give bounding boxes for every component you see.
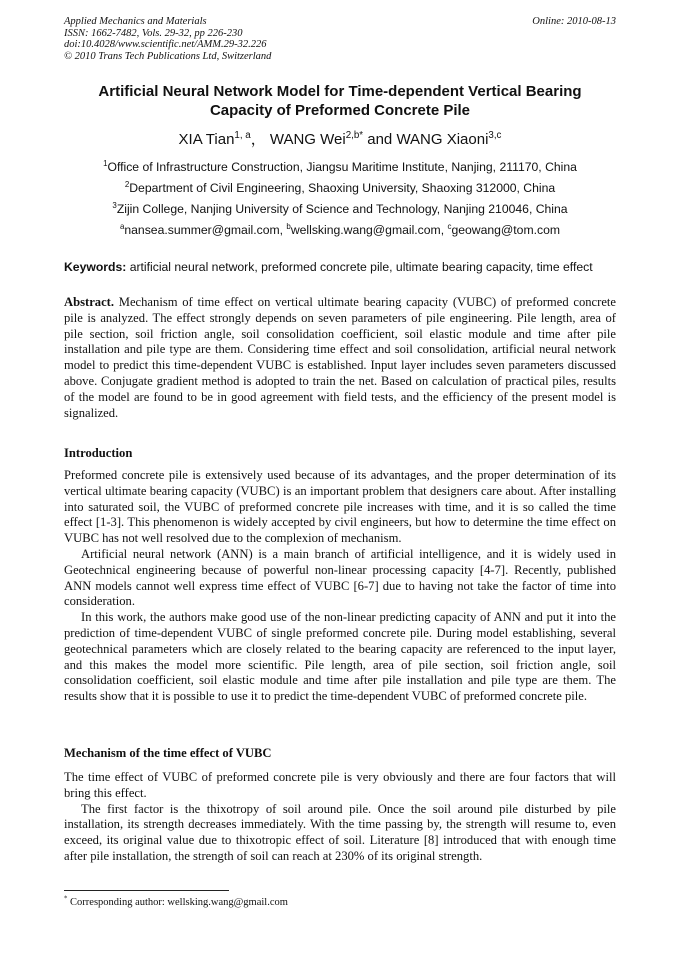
affiliation-text: Zijin College, Nanjing University of Science and Technology, Nanjing 210046, China bbox=[116, 202, 568, 216]
abstract-label: Abstract. bbox=[64, 295, 115, 309]
section-introduction bbox=[64, 468, 616, 705]
author-name: WANG Xiaoni bbox=[396, 131, 489, 148]
email-text: nansea.summer@gmail.com, bbox=[124, 223, 287, 237]
affiliation-text: Department of Civil Engineering, Shaoxing University, Shaoxing 312000, China bbox=[129, 181, 556, 195]
author-separator: ， bbox=[250, 131, 270, 148]
keywords-text: artificial neural network, preformed concrete pile, ultimate bearing capacity, time effect bbox=[126, 260, 593, 274]
author-sup: 3,c bbox=[488, 130, 502, 141]
keywords-label: Keywords: bbox=[64, 260, 127, 274]
affiliation-text: Office of Infrastructure Construction, Jiangsu Maritime Institute, Nanjing, 211170, China bbox=[107, 160, 577, 174]
journal-header bbox=[64, 16, 616, 62]
doi-line: doi:10.4028/www.scientific.net/AMM.29-32.226 bbox=[64, 39, 267, 51]
author-name: WANG Wei bbox=[269, 131, 346, 148]
copyright-line: © 2010 Trans Tech Publications Ltd, Switzerland bbox=[64, 50, 272, 62]
author-name: XIA Tian bbox=[178, 131, 235, 148]
author-sup: 1, a bbox=[234, 130, 251, 141]
online-date: Online: 2010-08-13 bbox=[532, 16, 616, 27]
paragraph: In this work, the authors make good use of the non-linear predicting capacity of ANN and put it into the prediction of time-dependent VUBC of single preformed concrete pile. During model establishing, several geotechnical parameters which are closely related to the bearing capacity are referenced to the input layer, and this makes the model more scientific. Pile length, area of pile section, soil friction angle, soil consolidation coefficient, soil elastic module and time after pile installation and pile type are them. The results show that it is possible to use it to predict the time-dependent VUBC of preformed concrete pile. bbox=[64, 610, 616, 704]
email-text: wellsking.wang@gmail.com, bbox=[290, 223, 448, 237]
paper-title bbox=[64, 82, 616, 120]
abstract bbox=[64, 295, 616, 421]
paragraph: Artificial neural network (ANN) is a main branch of artificial intelligence, and it is widely used in Geotechnical engineering because of powerful non-linear processing capacity [4-7]. Recently, published ANN models cannot well express time effect of VUBC [6-7] due to having not take the factor of time into consideration. bbox=[64, 546, 616, 609]
email-sup: c bbox=[447, 221, 452, 231]
title-line-2: Capacity of Preformed Concrete Pile bbox=[209, 102, 471, 119]
keywords bbox=[64, 260, 616, 275]
affiliation-sup: 1 bbox=[103, 158, 108, 168]
section-heading-mechanism: Mechanism of the time effect of VUBC bbox=[64, 746, 272, 760]
email-sup: a bbox=[119, 221, 125, 231]
journal-name: Applied Mechanics and Materials bbox=[64, 16, 207, 27]
email-row bbox=[64, 220, 616, 241]
paragraph: The first factor is the thixotropy of soil around pile. Once the soil around pile disturbed by pile installation, its strength decreases immediately. With the time passing by, the strength will resume to, even exceed, its original value due to thixotropic effect of soil. Literature [8] introduced that with enough time after pile installation, the strength of soil can reach at 230% of its original strength. bbox=[64, 801, 616, 863]
footnote-text: Corresponding author: wellsking.wang@gmail.com bbox=[67, 897, 288, 908]
email-text: geowang@tom.com bbox=[451, 223, 561, 237]
affiliations bbox=[64, 157, 616, 241]
footnote bbox=[64, 896, 616, 909]
affiliation-row bbox=[64, 178, 616, 199]
section-heading-introduction: Introduction bbox=[64, 446, 133, 460]
author-sup: 2,b* bbox=[345, 130, 364, 141]
affiliation-sup: 2 bbox=[124, 179, 130, 189]
paragraph: The time effect of VUBC of preformed concrete pile is very obviously and there are four factors that will bring this effect. bbox=[64, 770, 616, 800]
affiliation-row bbox=[64, 157, 616, 178]
abstract-text: Mechanism of time effect on vertical ultimate bearing capacity (VUBC) of preformed concrete pile is analyzed. The effect strongly depends on seven parameters of pile engineering. Pile length, area of pile section, soil friction angle, soil consolidation coefficient, soil elastic module and time after pile installation and pile type are them. Considering time effect and soil consolidation, artificial neural network model to predict this time-dependent VUBC is established. Input layer includes seven parameters discussed above. Conjugate gradient method is adopted to train the net. Based on calculation of practical piles, results of the model are found to be in good agreement with field tests, and the efficiency of the present model is signalized. bbox=[64, 295, 616, 420]
affiliation-sup: 3 bbox=[112, 200, 117, 210]
paragraph: Preformed concrete pile is extensively used because of its advantages, and the proper determination of its vertical ultimate bearing capacity (VUBC) is an important problem that designers care about. After installing into saturated soil, the VUBC of preformed concrete pile increases with time, and it is so called the time effect [1-3]. This phenomenon is widely accepted by civil engineers, but how to determine the time effect on VUBC has not well resolved due to the complexion of mechanism. bbox=[64, 468, 616, 546]
footnote-divider bbox=[64, 890, 229, 891]
author-separator: and bbox=[363, 131, 397, 148]
affiliation-row bbox=[64, 199, 616, 220]
footnote-mark: * bbox=[64, 895, 68, 903]
title-line-1: Artificial Neural Network Model for Time-dependent Vertical Bearing bbox=[98, 83, 582, 100]
issn-line: ISSN: 1662-7482, Vols. 29-32, pp 226-230 bbox=[64, 27, 243, 39]
email-sup: b bbox=[286, 221, 291, 231]
section-mechanism bbox=[64, 770, 616, 865]
author-list bbox=[64, 131, 616, 149]
